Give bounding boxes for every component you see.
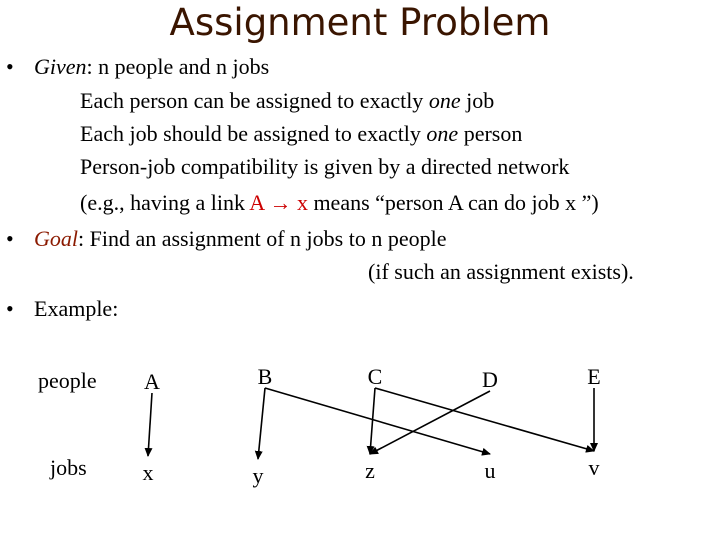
detail-2-post: person — [458, 121, 523, 146]
detail-1-pre: Each person can be assigned to exactly — [80, 88, 429, 113]
job-node-v: v — [588, 455, 600, 480]
given-term: Given — [34, 54, 87, 79]
bullet-example: • — [6, 296, 14, 321]
person-node-E: E — [587, 364, 601, 389]
bullet-given: • — [6, 54, 14, 79]
link-arrow-icon: → — [269, 190, 292, 215]
detail-1-emphasis: one — [428, 88, 461, 113]
link-node-x: x — [296, 190, 308, 215]
detail-3-text: Person-job compatibility is given by a directed network — [80, 154, 570, 179]
detail-1-post: job — [460, 88, 495, 113]
person-node-C: C — [367, 364, 383, 389]
edge-D-z — [370, 391, 490, 454]
bullet-goal: • — [6, 226, 14, 251]
job-node-z: z — [365, 458, 375, 483]
slide-title: Assignment Problem — [169, 1, 551, 44]
person-node-A: A — [144, 369, 160, 394]
given-text: : n people and n jobs — [86, 54, 270, 79]
row-label-jobs: jobs — [50, 455, 87, 480]
example-label: Example: — [34, 296, 119, 321]
row-label-people: people — [38, 368, 97, 393]
edges-layer — [148, 388, 594, 459]
edge-B-u — [265, 388, 490, 454]
job-node-u: u — [484, 458, 496, 483]
person-node-D: D — [482, 367, 498, 392]
example-line-pre: (e.g., having a link — [80, 190, 250, 215]
link-node-a: A — [249, 190, 264, 215]
job-node-y: y — [252, 463, 264, 488]
detail-2-emphasis: one — [426, 121, 459, 146]
example-line-post: means “person A can do job x ”) — [307, 190, 599, 215]
edge-C-v — [375, 388, 594, 451]
job-node-x: x — [142, 460, 154, 485]
goal-continuation: (if such an assignment exists). — [368, 259, 634, 284]
detail-2-pre: Each job should be assigned to exactly — [80, 121, 427, 146]
person-node-B: B — [257, 364, 273, 389]
edge-A-x — [148, 393, 152, 456]
goal-term: Goal — [34, 226, 78, 251]
edge-C-z — [370, 388, 375, 454]
goal-text: : Find an assignment of n jobs to n people — [78, 226, 447, 251]
edge-B-y — [258, 388, 265, 459]
